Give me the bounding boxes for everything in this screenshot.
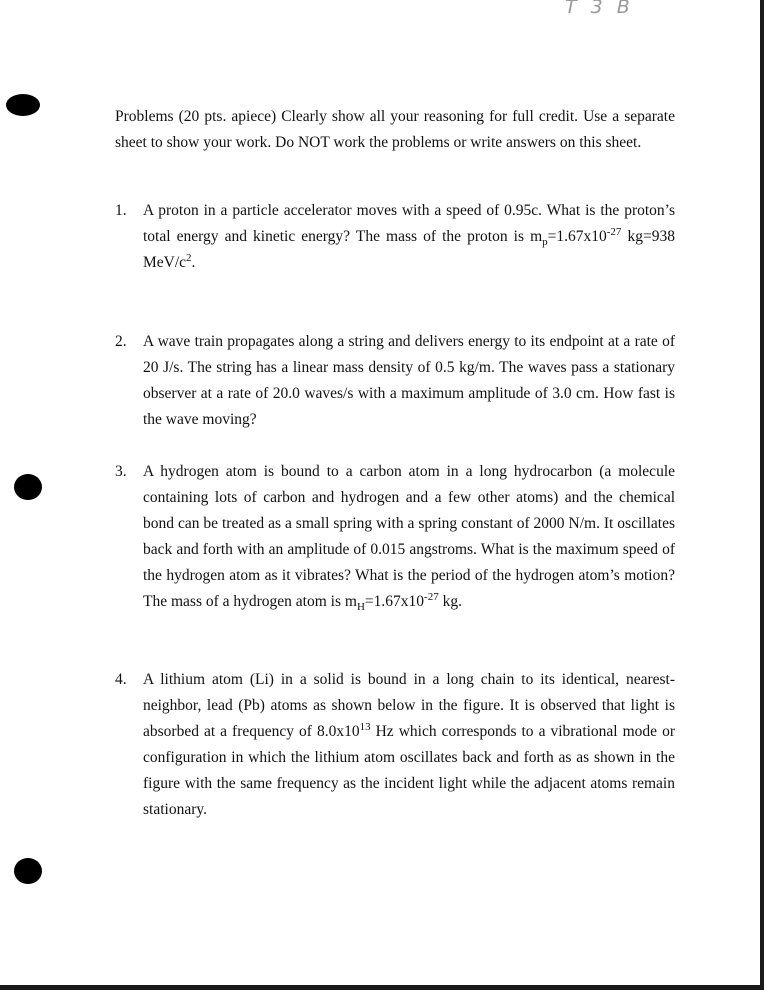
problem-sheet <box>115 104 675 823</box>
handwritten-mark: T 3 B <box>565 0 634 18</box>
punch-hole-top <box>6 94 40 116</box>
problem-text: A wave train propagates along a string and delivers energy to its endpoint at a rate of 20 J/s. The string has a linear mass density of 0.5 kg/m. The waves pass a stationary observer at a rate of 20.0 waves/s with a maximum amplitude of 3.0 cm. How fast is the wave moving? <box>143 333 675 428</box>
problem-text: A lithium atom (Li) in a solid is bound in a long chain to its identical, nearest-neighbor, lead (Pb) atoms as shown below in the figure. It is observed that light is absorbed at a frequency of $8.0x10^{13}$ Hz which corresponds to a vibrational mode or configuration in which the lithium atom oscillates back and forth as as shown in the figure with the same frequency as the incident light while the adjacent atoms remain stationary. <box>143 671 675 818</box>
instructions: Problems (20 pts. apiece) Clearly show all your reasoning for full credit. Use a separate sheet to show your work. Do NOT work the problems or write answers on this sheet. <box>115 108 675 151</box>
page-edge-right <box>760 0 764 990</box>
proton-mass: $m_p=1.67x10^{-27}$ kg=938 MeV/$c^2$. <box>143 225 675 271</box>
punch-hole-bottom <box>14 858 42 884</box>
problem-4 <box>115 667 675 823</box>
problem-number: 1. <box>115 202 127 219</box>
problem-1 <box>115 198 675 276</box>
page-edge-bottom <box>0 985 764 990</box>
problem-3 <box>115 459 675 615</box>
problem-number: 3. <box>115 463 127 480</box>
punch-hole-middle <box>14 474 42 500</box>
hydrogen-mass: $m_H=1.67x10^{-27}$ kg. <box>344 590 462 614</box>
problem-number: 4. <box>115 671 127 688</box>
problem-2 <box>115 329 675 433</box>
problem-number: 2. <box>115 333 127 350</box>
problem-text: A hydrogen atom is bound to a carbon atom in a long hydrocarbon (a molecule containing lots of carbon and hydrogen and a few other atoms) and the chemical bond can be treated as a small spring with a spring constant of 2000 N/m. It oscillates back and forth with an amplitude of 0.015 angstroms. What is the maximum speed of the hydrogen atom as it vibrates? What is the period of the hydrogen atom’s motion? The mass of a hydrogen atom is <box>143 463 675 610</box>
problem-text: A proton in a particle accelerator moves with a speed of 0.95c. What is the proton’s total energy and kinetic energy? The mass of the proton is <box>143 202 675 245</box>
